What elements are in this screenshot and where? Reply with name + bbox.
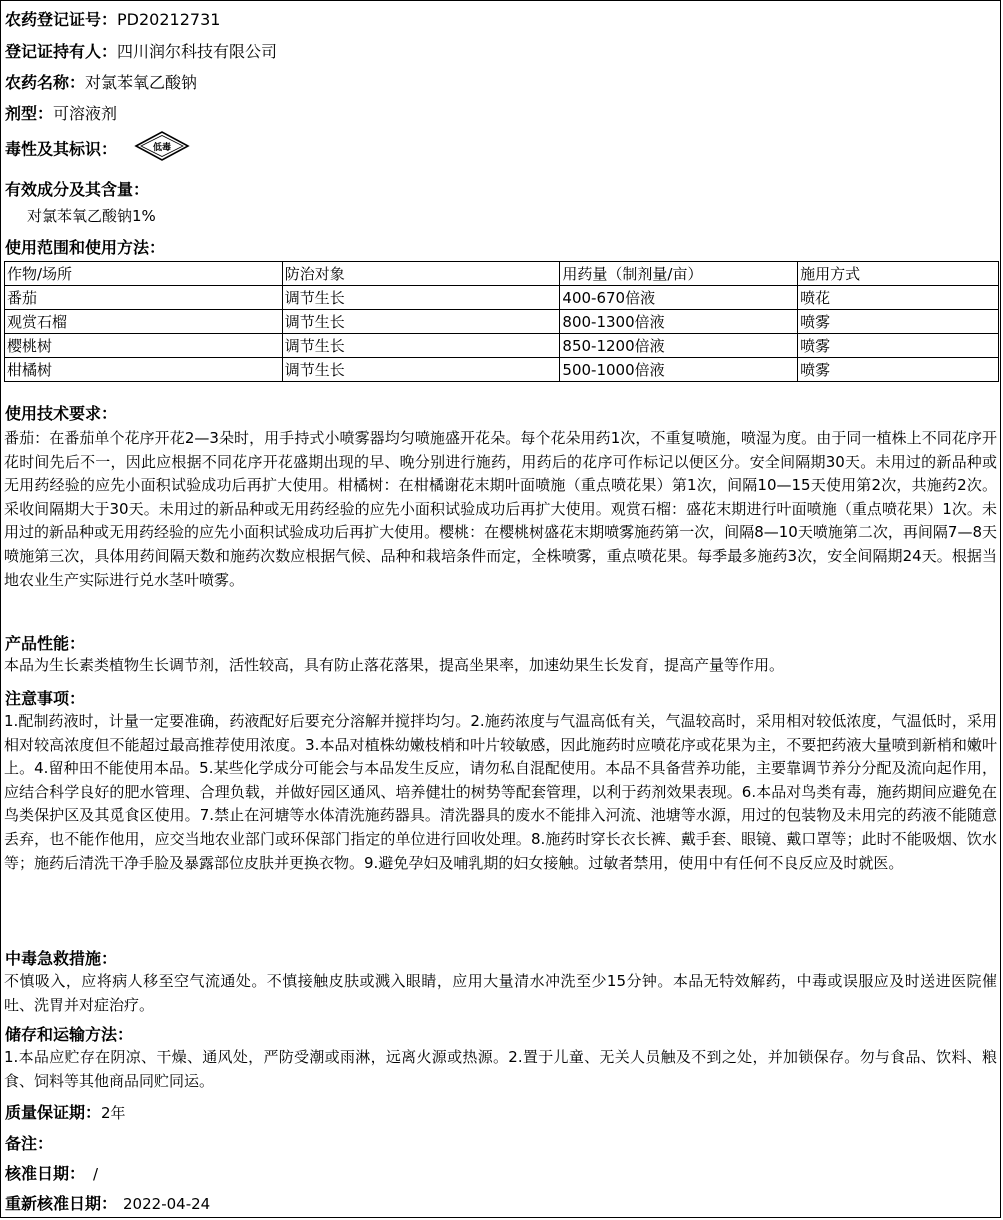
- table-row: [5, 310, 999, 334]
- table-row: [5, 358, 999, 382]
- table-cell: 调节生长: [282, 286, 560, 310]
- active-title: 有效成分及其含量：: [5, 180, 150, 199]
- remarks-row: [5, 1131, 53, 1154]
- tech-title: 使用技术要求：: [5, 404, 118, 423]
- table-cell: 观赏石榴: [5, 310, 283, 334]
- warranty-label: 质量保证期：: [5, 1103, 102, 1122]
- holder-row: [5, 39, 277, 62]
- name-value: 对氯苯氧乙酸钠: [85, 73, 198, 92]
- remarks-label: 备注：: [5, 1134, 54, 1153]
- toxicity-icon-text: 低毒: [152, 143, 171, 153]
- warranty-row: [5, 1100, 126, 1123]
- registration-no-label: 农药登记证号：: [5, 10, 118, 29]
- table-cell: 调节生长: [282, 358, 560, 382]
- warranty-value: 2年: [101, 1104, 126, 1122]
- header-cell: 作物/场所: [5, 262, 283, 286]
- holder-value: 四川润尔科技有限公司: [117, 42, 278, 61]
- table-cell: 调节生长: [282, 310, 560, 334]
- table-header-row: [5, 262, 999, 286]
- name-row: [5, 70, 197, 93]
- toxicity-row: [5, 129, 190, 167]
- formulation-label: 剂型：: [5, 104, 54, 123]
- reapproval-value: 2022-04-24: [123, 1195, 211, 1213]
- usage-table: [4, 261, 999, 382]
- low-toxicity-diamond-icon: [134, 129, 190, 167]
- approval-label: 核准日期：: [5, 1164, 86, 1183]
- storage-text: 1.本品应贮存在阴凉、干燥、通风处，严防受潮或雨淋，远离火源或热源。2.置于儿童、无关人员触及不到之处，并加锁保存。勿与食品、饮料、粮食、饲料等其他商品同贮同运。: [4, 1048, 997, 1090]
- table-cell: 喷花: [798, 286, 999, 310]
- firstaid-title: 中毒急救措施：: [5, 949, 118, 968]
- active-value: 对氯苯氧乙酸钠1%: [27, 207, 156, 225]
- toxicity-label: 毒性及其标识：: [5, 139, 118, 159]
- table-cell: 喷雾: [798, 358, 999, 382]
- firstaid-text: 不慎吸入，应将病人移至空气流通处。不慎接触皮肤或溅入眼睛，应用大量清水冲洗至少15分钟。本品无特效解药，中毒或误服应及时送进医院催吐、洗胃并对症治疗。: [4, 972, 997, 1014]
- notes-text: 1.配制药液时，计量一定要准确，药液配好后要充分溶解并搅拌均匀。2.施药浓度与气温高低有关，气温较高时，采用相对较低浓度，气温低时，采用相对较高浓度但不能超过最高推荐使用浓度。3.本品对植株幼嫩枝梢和叶片较敏感，因此施药时应喷花序或花果为主，不要把药液大量喷到新梢和嫩叶上。4.留种田不能使用本品。5.某些化学成分可能会与本品发生反应，请勿私自混配使用。本品不具备营养功能，主要靠调节养分分配及流向起作用，应结合科学良好的肥水管理、合理负载，并做好园区通风、培养健壮的树势等配套管理，以利于药剂效果表现。6.本品对鸟类有毒，施药期间应避免在鸟类保护区及其觅食区使用。7.禁止在河塘等水体清洗施药器具。清洗器具的废水不能排入河流、池塘等水源，用过的包装物及未用完的药液不能随意丢弃，也不能作他用，应交当地农业部门或环保部门指定的单位进行回收处理。8.施药时穿长衣长裤、戴手套、眼镜、戴口罩等；此时不能吸烟、饮水等；施药后清洗干净手脸及暴露部位皮肤并更换衣物。9.避免孕妇及哺乳期的妇女接触。过敏者禁用，使用中有任何不良反应及时就医。: [4, 712, 997, 872]
- table-cell: 400-670倍液: [560, 286, 798, 310]
- formulation-row: [5, 101, 117, 124]
- table-cell: 番茄: [5, 286, 283, 310]
- reapproval-label: 重新核准日期：: [5, 1194, 118, 1213]
- usage-title: 使用范围和使用方法：: [5, 238, 166, 257]
- table-cell: 850-1200倍液: [560, 334, 798, 358]
- reapproval-row: [5, 1191, 210, 1214]
- table-cell: 喷雾: [798, 310, 999, 334]
- table-cell: 500-1000倍液: [560, 358, 798, 382]
- approval-row: [5, 1161, 98, 1184]
- registration-no-value: PD20212731: [117, 10, 221, 29]
- table-cell: 樱桃树: [5, 334, 283, 358]
- approval-value: /: [93, 1165, 99, 1183]
- header-cell: 防治对象: [282, 262, 560, 286]
- table-row: [5, 334, 999, 358]
- header-cell: 用药量（制剂量/亩）: [560, 262, 798, 286]
- table-cell: 柑橘树: [5, 358, 283, 382]
- table-cell: 调节生长: [282, 334, 560, 358]
- holder-label: 登记证持有人：: [5, 42, 118, 61]
- table-cell: 800-1300倍液: [560, 310, 798, 334]
- header-cell: 施用方式: [798, 262, 999, 286]
- tech-text: 番茄：在番茄单个花序开花2—3朵时，用手持式小喷雾器均匀喷施盛开花朵。每个花朵用药1次，不重复喷施，喷湿为度。由于同一植株上不同花序开花时间先后不一，因此应根据不同花序开花盛期出现的早、晚分别进行施药，用药后的花序可作标记以便区分。安全间隔期30天。未用过的新品种或无用药经验的应先小面积试验成功后再扩大使用。柑橘树：在柑橘谢花末期叶面喷施（重点喷花果）第1次，间隔10—15天使用第2次，共施药2次。采收间隔期大于30天。未用过的新品种或无用药经验的应先小面积试验成功后再扩大使用。观赏石榴：盛花末期进行叶面喷施（重点喷花果）1次。未用过的新品种或无用药经验的应先小面积试验成功后再扩大使用。樱桃：在樱桃树盛花末期喷雾施药第一次，间隔8—10天喷施第二次，再间隔7—8天喷施第三次，具体用药间隔天数和施药次数应根据气候、品种和栽培条件而定，全株喷雾，重点喷花果。每季最多施药3次，安全间隔期24天。根据当地农业生产实际进行兑水茎叶喷雾。: [4, 429, 997, 589]
- name-label: 农药名称：: [5, 73, 86, 92]
- performance-title: 产品性能：: [5, 634, 86, 653]
- table-cell: 喷雾: [798, 334, 999, 358]
- notes-title: 注意事项：: [5, 689, 86, 708]
- formulation-value: 可溶液剂: [53, 104, 118, 123]
- storage-title: 储存和运输方法：: [5, 1025, 134, 1044]
- registration-no-row: [5, 7, 220, 30]
- table-row: [5, 286, 999, 310]
- performance-text: 本品为生长素类植物生长调节剂，活性较高，具有防止落花落果，提高坐果率，加速幼果生长发育，提高产量等作用。: [4, 656, 785, 674]
